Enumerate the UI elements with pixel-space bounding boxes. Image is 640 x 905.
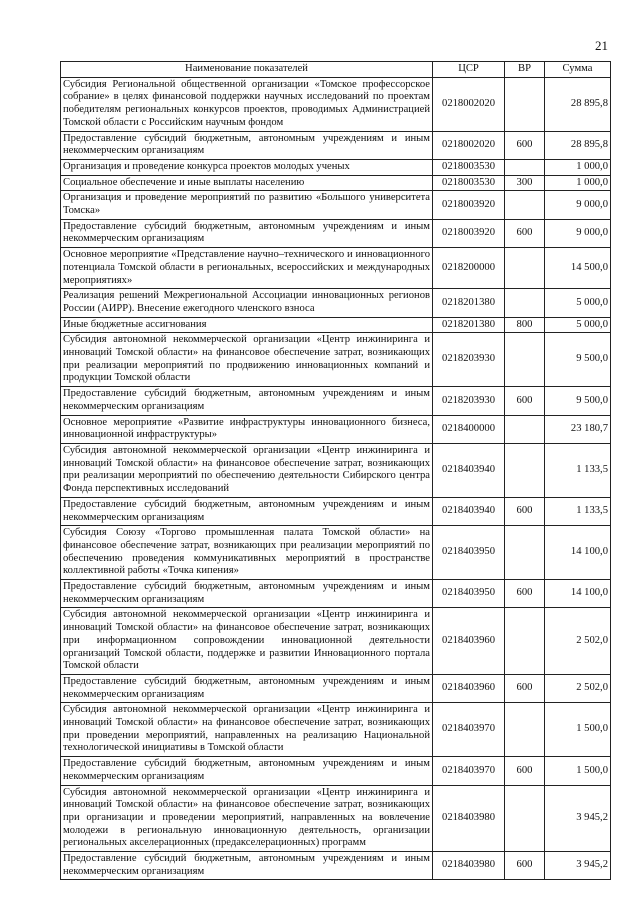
cell-vr: 600 [505,757,545,785]
cell-vr: 600 [505,387,545,415]
table-row [61,608,611,675]
cell-name: Предоставление субсидий бюджетным, автономным учреждениям и иным некоммерческим организациям [61,131,433,159]
cell-sum: 3 945,2 [545,785,611,852]
cell-vr [505,526,545,580]
cell-name: Предоставление субсидий бюджетным, автономным учреждениям и иным некоммерческим организациям [61,852,433,880]
cell-sum: 1 500,0 [545,703,611,757]
cell-vr [505,191,545,219]
cell-sum: 14 500,0 [545,248,611,289]
cell-name: Организация и проведение конкурса проектов молодых ученых [61,159,433,175]
table-row [61,415,611,443]
cell-csr: 0218203930 [433,333,505,387]
cell-csr: 0218403970 [433,703,505,757]
cell-vr [505,608,545,675]
cell-vr: 600 [505,674,545,702]
cell-csr: 0218403940 [433,497,505,525]
cell-name: Предоставление субсидий бюджетным, автономным учреждениям и иным некоммерческим организациям [61,497,433,525]
cell-name: Субсидия автономной некоммерческой организации «Центр инжиниринга и инноваций Томской области» на финансовое обеспечение затрат, возникающих при проведении мероприятий, направленных на реализацию Национальной технологической инициативы в Томской области [61,703,433,757]
cell-sum: 5 000,0 [545,289,611,317]
cell-csr: 0218403950 [433,526,505,580]
cell-name: Субсидия автономной некоммерческой организации «Центр инжиниринга и инноваций Томской области» на финансовое обеспечение затрат, возникающих при информационном сопровождении инновационной деятельности организаций Томской области, поддержке и развитии Инновационного портала Томской области [61,608,433,675]
cell-csr: 0218403980 [433,852,505,880]
cell-sum: 14 100,0 [545,526,611,580]
table-row [61,159,611,175]
cell-name: Предоставление субсидий бюджетным, автономным учреждениям и иным некоммерческим организациям [61,387,433,415]
cell-csr: 0218403950 [433,580,505,608]
table-row [61,757,611,785]
table-row [61,443,611,497]
cell-csr: 0218200000 [433,248,505,289]
table-row [61,526,611,580]
cell-sum: 2 502,0 [545,608,611,675]
cell-csr: 0218403970 [433,757,505,785]
cell-name: Предоставление субсидий бюджетным, автономным учреждениям и иным некоммерческим организациям [61,219,433,247]
cell-sum: 9 500,0 [545,333,611,387]
table-row [61,333,611,387]
table-row [61,191,611,219]
table-row [61,852,611,880]
cell-csr: 0218003920 [433,219,505,247]
table-row [61,674,611,702]
cell-csr: 0218002020 [433,77,505,131]
cell-csr: 0218203930 [433,387,505,415]
table-row [61,387,611,415]
cell-csr: 0218003920 [433,191,505,219]
cell-vr [505,289,545,317]
cell-name: Предоставление субсидий бюджетным, автономным учреждениям и иным некоммерческим организациям [61,757,433,785]
cell-vr [505,333,545,387]
cell-vr [505,703,545,757]
cell-csr: 0218201380 [433,317,505,333]
cell-name: Организация и проведение мероприятий по развитию «Большого университета Томска» [61,191,433,219]
cell-sum: 3 945,2 [545,852,611,880]
budget-table [60,61,611,880]
cell-sum: 5 000,0 [545,317,611,333]
cell-sum: 23 180,7 [545,415,611,443]
cell-name: Социальное обеспечение и иные выплаты населению [61,175,433,191]
table-row [61,317,611,333]
cell-name: Предоставление субсидий бюджетным, автономным учреждениям и иным некоммерческим организациям [61,674,433,702]
cell-sum: 28 895,8 [545,77,611,131]
table-row [61,785,611,852]
cell-vr [505,77,545,131]
cell-sum: 1 000,0 [545,159,611,175]
cell-name: Субсидия автономной некоммерческой организации «Центр инжиниринга и инноваций Томской области» на финансовое обеспечение затрат, возникающих при реализации мероприятий по продвижению инновационных компаний и продукции Томской области [61,333,433,387]
cell-csr: 0218400000 [433,415,505,443]
cell-sum: 1 000,0 [545,175,611,191]
table-body [61,77,611,880]
cell-name: Субсидия автономной некоммерческой организации «Центр инжиниринга и инноваций Томской области» на финансовое обеспечение затрат, возникающих при реализации мероприятий по обеспечению деятельности Сибирского центра Фонда перспективных исследований [61,443,433,497]
cell-name: Субсидия автономной некоммерческой организации «Центр инжиниринга и инноваций Томской области» на финансовое обеспечение затрат, возникающих при организации и проведении мероприятий, направленных на вовлечение молодежи в региональную инновационную деятельность, организации региональных акселерационных (предакселерационных) программ [61,785,433,852]
cell-csr: 0218403960 [433,674,505,702]
cell-csr: 0218403980 [433,785,505,852]
cell-sum: 2 502,0 [545,674,611,702]
table-row [61,580,611,608]
cell-sum: 1 133,5 [545,443,611,497]
cell-vr [505,443,545,497]
cell-csr: 0218003530 [433,175,505,191]
cell-vr: 600 [505,580,545,608]
cell-csr: 0218003530 [433,159,505,175]
header-csr: ЦСР [433,62,505,78]
cell-sum: 9 000,0 [545,219,611,247]
cell-sum: 9 500,0 [545,387,611,415]
cell-vr [505,248,545,289]
cell-sum: 14 100,0 [545,580,611,608]
cell-sum: 28 895,8 [545,131,611,159]
cell-csr: 0218403960 [433,608,505,675]
table-row [61,131,611,159]
cell-name: Основное мероприятие «Представление научно–технического и инновационного потенциала Томской области в региональных, всероссийских и международных мероприятиях» [61,248,433,289]
table-row [61,703,611,757]
cell-vr: 600 [505,497,545,525]
cell-vr: 800 [505,317,545,333]
header-sum: Сумма [545,62,611,78]
table-row [61,248,611,289]
cell-vr [505,159,545,175]
cell-vr: 600 [505,131,545,159]
cell-sum: 1 133,5 [545,497,611,525]
cell-sum: 1 500,0 [545,757,611,785]
cell-vr [505,415,545,443]
table-row [61,289,611,317]
cell-csr: 0218002020 [433,131,505,159]
cell-vr: 600 [505,219,545,247]
table-header-row [61,62,611,78]
header-vr: ВР [505,62,545,78]
table-row [61,497,611,525]
table-row [61,219,611,247]
cell-sum: 9 000,0 [545,191,611,219]
cell-vr: 300 [505,175,545,191]
cell-name: Реализация решений Межрегиональной Ассоциации инновационных регионов России (АИРР). Внесение ежегодного членского взноса [61,289,433,317]
table-row [61,77,611,131]
cell-csr: 0218403940 [433,443,505,497]
cell-vr [505,785,545,852]
cell-name: Иные бюджетные ассигнования [61,317,433,333]
cell-csr: 0218201380 [433,289,505,317]
cell-name: Субсидия Союзу «Торгово промышленная палата Томской области» на финансовое обеспечение затрат, возникающих при реализации мероприятий по обеспечению проведения коммуникативных мероприятий в пространстве коллективной работы «Точка кипения» [61,526,433,580]
cell-name: Основное мероприятие «Развитие инфраструктуры инновационного бизнеса, инновационной инфраструктуры» [61,415,433,443]
page-number: 21 [595,38,608,53]
table-row [61,175,611,191]
cell-name: Субсидия Региональной общественной организации «Томское профессорское собрание» в целях финансовой поддержки научных исследований по проектам победителям региональных конкурсов проектов, проводимых Администрацией Томской области с Российским научным фондом [61,77,433,131]
header-name: Наименование показателей [61,62,433,78]
cell-name: Предоставление субсидий бюджетным, автономным учреждениям и иным некоммерческим организациям [61,580,433,608]
cell-vr: 600 [505,852,545,880]
